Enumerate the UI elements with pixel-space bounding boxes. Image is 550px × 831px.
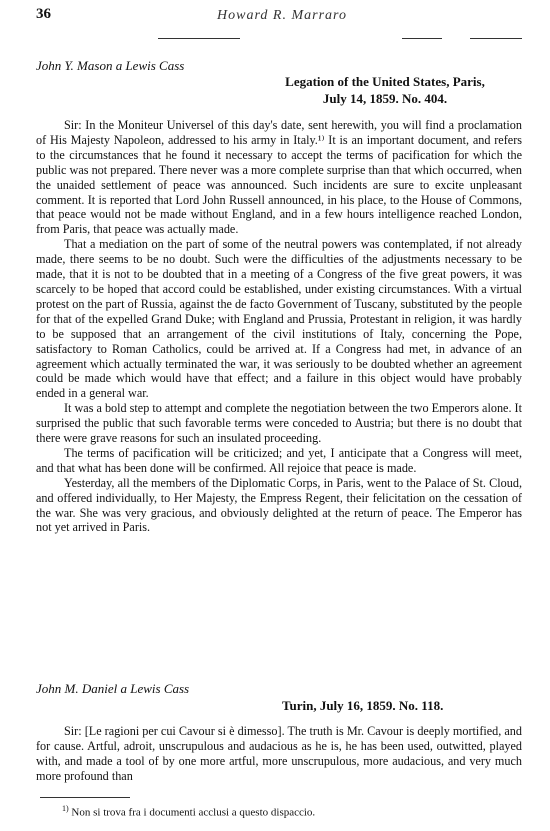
- page-number: 36: [36, 6, 51, 22]
- header-rule-mid: [402, 38, 442, 39]
- letter1-paragraph-4: The terms of pacification will be criticized; and yet, I anticipate that a Congress will meet, and that what has been done will be confirmed. All rejoice that peace is made.: [36, 445, 522, 475]
- letter1-heading: John Y. Mason a Lewis Cass: [36, 58, 185, 73]
- letter2-dateline: Turin, July 16, 1859. No. 118.: [282, 698, 444, 713]
- letter2-body: [36, 724, 522, 784]
- letter1-dateline: [240, 73, 530, 107]
- letter1-body: [36, 118, 522, 535]
- header-rule-right: [470, 38, 522, 39]
- letter1-dateline-line2: July 14, 1859. No. 404.: [322, 91, 448, 106]
- running-head: [36, 6, 528, 28]
- header-rule-left: [158, 38, 240, 39]
- letter1-paragraph-5: Yesterday, all the members of the Diplomatic Corps, in Paris, went to the Palace of St. Cloud, and offered individually, to Her Majesty, the Empress Regent, their felicitation on the cessation of the war. She was very gracious, and obviously delighted at the return of peace. The Emperor has not yet arrived in Paris.: [36, 475, 522, 535]
- letter1-paragraph-2: That a mediation on the part of some of the neutral powers was contemplated, if not already made, there seems to be no doubt. Such were the difficulties of the adjustments necessary to be made, that it is not to be doubted that in a meeting of a Congress of the five great powers, it was scarcely to be hoped that accord could be established, under existing circumstances. With a virtual protest on the part of Russia, against the de facto Government of Tuscany, substituted by the people for that of the expelled Grand Duke; with England and Prussia, Protestant in religion, it was hardly to be supposed that an arrangement of the civil institutions of Italy, concerning the Pope, satisfactory to Roman Catholics, could be arrived at. If a Congress had met, in advance of an agreement which actually terminated the war, it was seriously to be doubted whether an agreement could be made which would have that effect; and a failure in this object would have probably ended in a general war.: [36, 237, 522, 401]
- letter1-dateline-line1: Legation of the United States, Paris,: [285, 74, 485, 89]
- footnote-text: Non si trova fra i documenti acclusi a questo dispaccio.: [71, 806, 316, 819]
- letter1-paragraph-1: Sir: In the Moniteur Universel of this day's date, sent herewith, you will find a proclamation of His Majesty Napoleon, addressed to his army in Italy.¹⁾ It is an important document, and refers to the circumstances that he found it necessary to accept the terms of pacification for which the public was not prepared. There never was a more complete surprise than that which occurred, when the unaided settlement of peace was announced. Such incidents are sure to excite unpleasant comment. It is reported that Lord John Russell announced, in his place, to the House of Commons, that peace would not be made without England, and in a few hours intelligence reached London, from Paris, that peace was actually made.: [36, 118, 522, 237]
- letter2-heading: John M. Daniel a Lewis Cass: [36, 681, 190, 696]
- footnote-rule: [40, 797, 130, 798]
- letter1-paragraph-3: It was a bold step to attempt and complete the negotiation between the two Emperors alone. It surprised the public that such favorable terms were conceded to Austria; but there is no doubt that there were grave reasons for such an insulated proceeding.: [36, 401, 522, 446]
- footnote: [62, 804, 315, 819]
- running-title: Howard R. Marraro: [217, 8, 347, 23]
- letter2-paragraph-1: Sir: [Le ragioni per cui Cavour si è dimesso]. The truth is Mr. Cavour is deeply mortified, and for cause. Artful, adroit, unscrupulous and audacious as he is, he has been used, outwitted, played with, and made a tool of by one more artful, more unscrupulous, more audacious, and very much more profound than: [36, 724, 522, 783]
- footnote-marker: 1): [62, 804, 69, 813]
